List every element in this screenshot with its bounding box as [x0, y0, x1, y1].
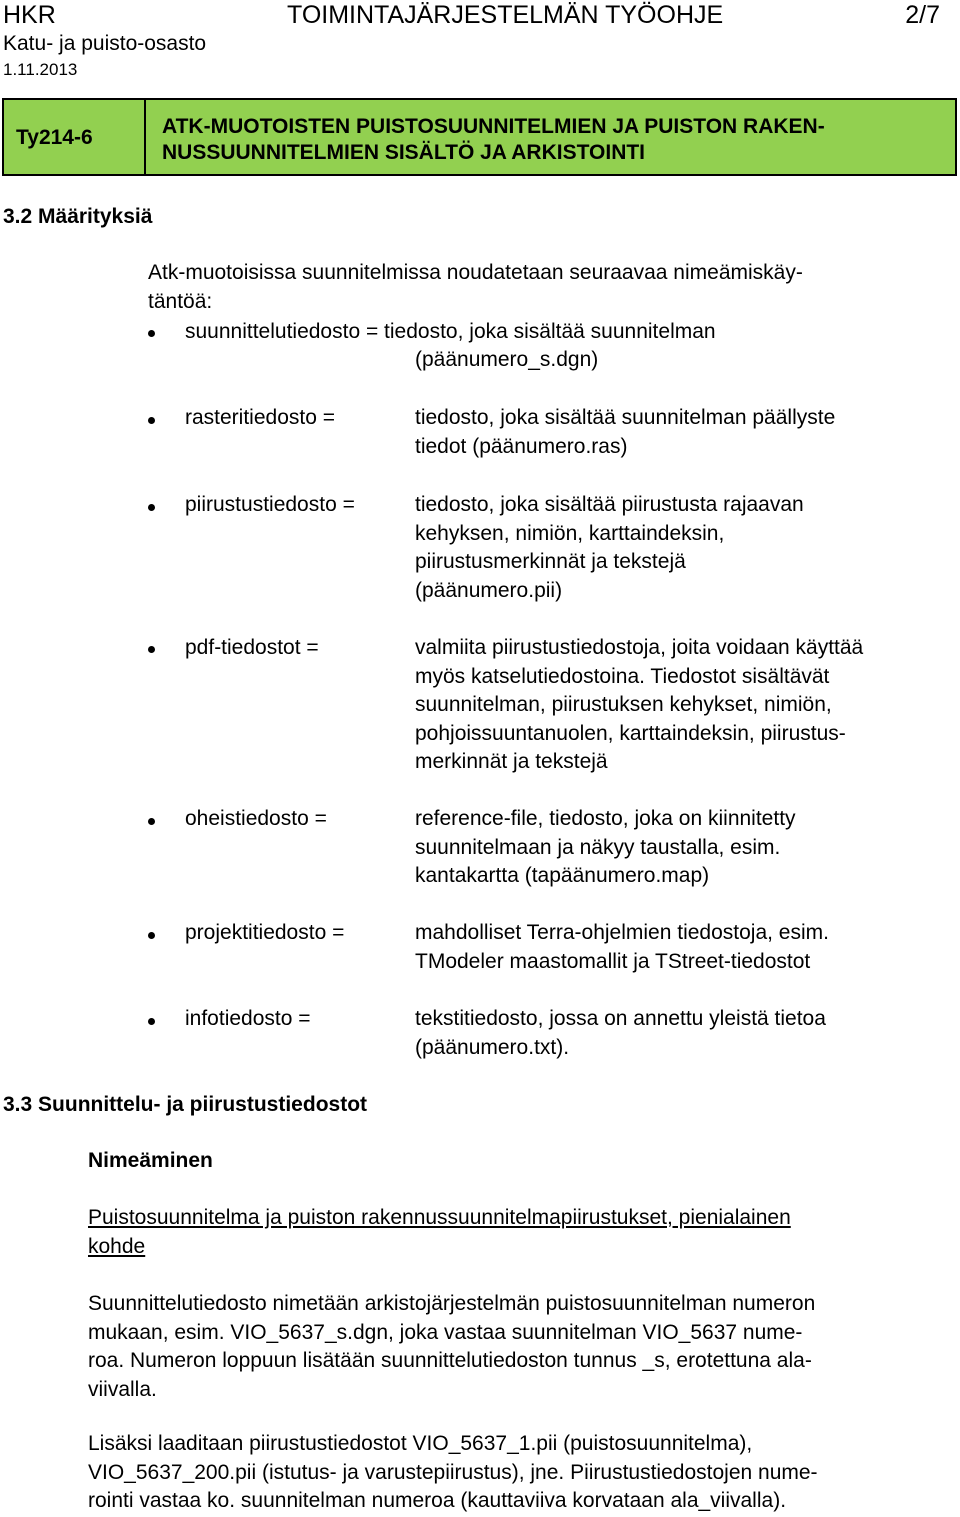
definition-suunnittelutiedosto — [415, 346, 955, 375]
term-projektitiedosto: projektitiedosto = — [185, 921, 345, 944]
para-line: Lisäksi laaditaan piirustustiedostot VIO_5637_1.pii (puistosuunnitelma), — [88, 1432, 753, 1455]
subsection-heading-underlined — [88, 1204, 791, 1261]
def-line: tiedosto, joka sisältää piirustusta rajaavan — [415, 493, 804, 516]
term-suunnittelutiedosto: suunnittelutiedosto = tiedosto, joka sisältää suunnitelman — [185, 320, 716, 343]
title-banner — [2, 98, 957, 176]
def-line: TModeler maastomallit ja TStreet-tiedostot — [415, 949, 811, 973]
subsection-title: Nimeäminen — [88, 1149, 213, 1172]
def-line: mahdolliset Terra-ohjelmien tiedostoja, esim. — [415, 921, 829, 944]
def-line: tekstitiedosto, jossa on annettu yleistä tietoa — [415, 1007, 826, 1030]
underlined-line: kohde — [88, 1234, 146, 1258]
definition-piirustustiedosto — [415, 491, 955, 605]
def-line: (päänumero_s.dgn) — [415, 348, 599, 371]
def-line: merkinnät ja tekstejä — [415, 750, 608, 773]
doc-code: Ty214-6 — [16, 126, 93, 149]
doc-heading-line2: NUSSUUNNITELMIEN SISÄLTÖ JA ARKISTOINTI — [162, 141, 646, 164]
def-line: tiedosto, joka sisältää suunnitelman päällyste — [415, 406, 836, 429]
bullet-icon — [148, 330, 155, 337]
definition-oheistiedosto — [415, 805, 955, 891]
para-line: mukaan, esim. VIO_5637_s.dgn, joka vastaa suunnitelman VIO_5637 nume- — [88, 1320, 803, 1344]
def-line: tiedot (päänumero.ras) — [415, 434, 628, 458]
page-header — [0, 0, 960, 34]
bullet-icon — [148, 818, 155, 825]
definition-infotiedosto — [415, 1005, 955, 1062]
intro-line2: täntöä: — [148, 289, 213, 313]
def-line: suunnitelman, piirustuksen kehykset, nimiön, — [415, 693, 832, 716]
section-title-3-3: 3.3 Suunnittelu- ja piirustustiedostot — [3, 1093, 368, 1116]
bullet-icon — [148, 504, 155, 511]
term-oheistiedosto: oheistiedosto = — [185, 807, 327, 830]
para-line: viivalla. — [88, 1377, 157, 1401]
paragraph-2 — [88, 1430, 818, 1516]
doc-date: 1.11.2013 — [3, 60, 78, 79]
def-line: reference-file, tiedosto, joka on kiinnitetty — [415, 807, 796, 830]
doc-heading — [162, 114, 825, 166]
def-line: kehyksen, nimiön, karttaindeksin, — [415, 521, 725, 545]
def-line: (päänumero.txt). — [415, 1035, 570, 1059]
term-rasteritiedosto: rasteritiedosto = — [185, 406, 335, 429]
def-line: (päänumero.pii) — [415, 578, 563, 602]
bullet-icon — [148, 1018, 155, 1025]
para-line: Suunnittelutiedosto nimetään arkistojärjestelmän puistosuunnitelman numeron — [88, 1292, 816, 1315]
bullet-icon — [148, 646, 155, 653]
doc-heading-line1: ATK-MUOTOISTEN PUISTOSUUNNITELMIEN JA PUISTON RAKEN- — [162, 115, 825, 138]
term-pdf-tiedostot: pdf-tiedostot = — [185, 636, 319, 659]
org-name: HKR — [3, 1, 56, 29]
section-title-3-2: 3.2 Määrityksiä — [3, 205, 153, 228]
def-line: piirustusmerkinnät ja tekstejä — [415, 550, 686, 573]
bullet-icon — [148, 932, 155, 939]
definition-projektitiedosto — [415, 919, 955, 976]
definition-rasteritiedosto — [415, 404, 955, 461]
para-line: rointi vastaa ko. suunnitelman numeroa (kauttaviiva korvataan ala_viivalla). — [88, 1489, 787, 1512]
intro-line1: Atk-muotoisissa suunnitelmissa noudatetaan seuraavaa nimeämiskäy- — [148, 261, 803, 284]
def-line: valmiita piirustustiedostoja, joita voidaan käyttää — [415, 636, 864, 659]
para-line: VIO_5637_200.pii (istutus- ja varustepiirustus), jne. Piirustustiedostojen nume- — [88, 1460, 818, 1484]
paragraph-1 — [88, 1290, 815, 1404]
def-line: kantakartta (tapäänumero.map) — [415, 864, 710, 887]
bullet-icon — [148, 417, 155, 424]
banner-divider — [144, 100, 146, 174]
def-line: pohjoissuuntanuolen, karttaindeksin, piirustus- — [415, 721, 846, 745]
def-line: suunnitelmaan ja näkyy taustalla, esim. — [415, 835, 781, 859]
term-piirustustiedosto: piirustustiedosto = — [185, 493, 355, 516]
underlined-line: Puistosuunnitelma ja puiston rakennussuunnitelmapiirustukset, pienialainen — [88, 1206, 791, 1229]
para-line: roa. Numeron loppuun lisätään suunnittelutiedoston tunnus _s, erotettuna ala- — [88, 1349, 812, 1372]
doc-type: TOIMINTAJÄRJESTELMÄN TYÖOHJE — [287, 1, 724, 29]
definition-pdf-tiedostot — [415, 634, 955, 777]
term-infotiedosto: infotiedosto = — [185, 1007, 311, 1030]
section-intro — [148, 259, 803, 316]
def-line: myös katselutiedostoina. Tiedostot sisältävät — [415, 664, 830, 688]
department: Katu- ja puisto-osasto — [3, 32, 207, 55]
page-number: 2/7 — [905, 1, 940, 29]
